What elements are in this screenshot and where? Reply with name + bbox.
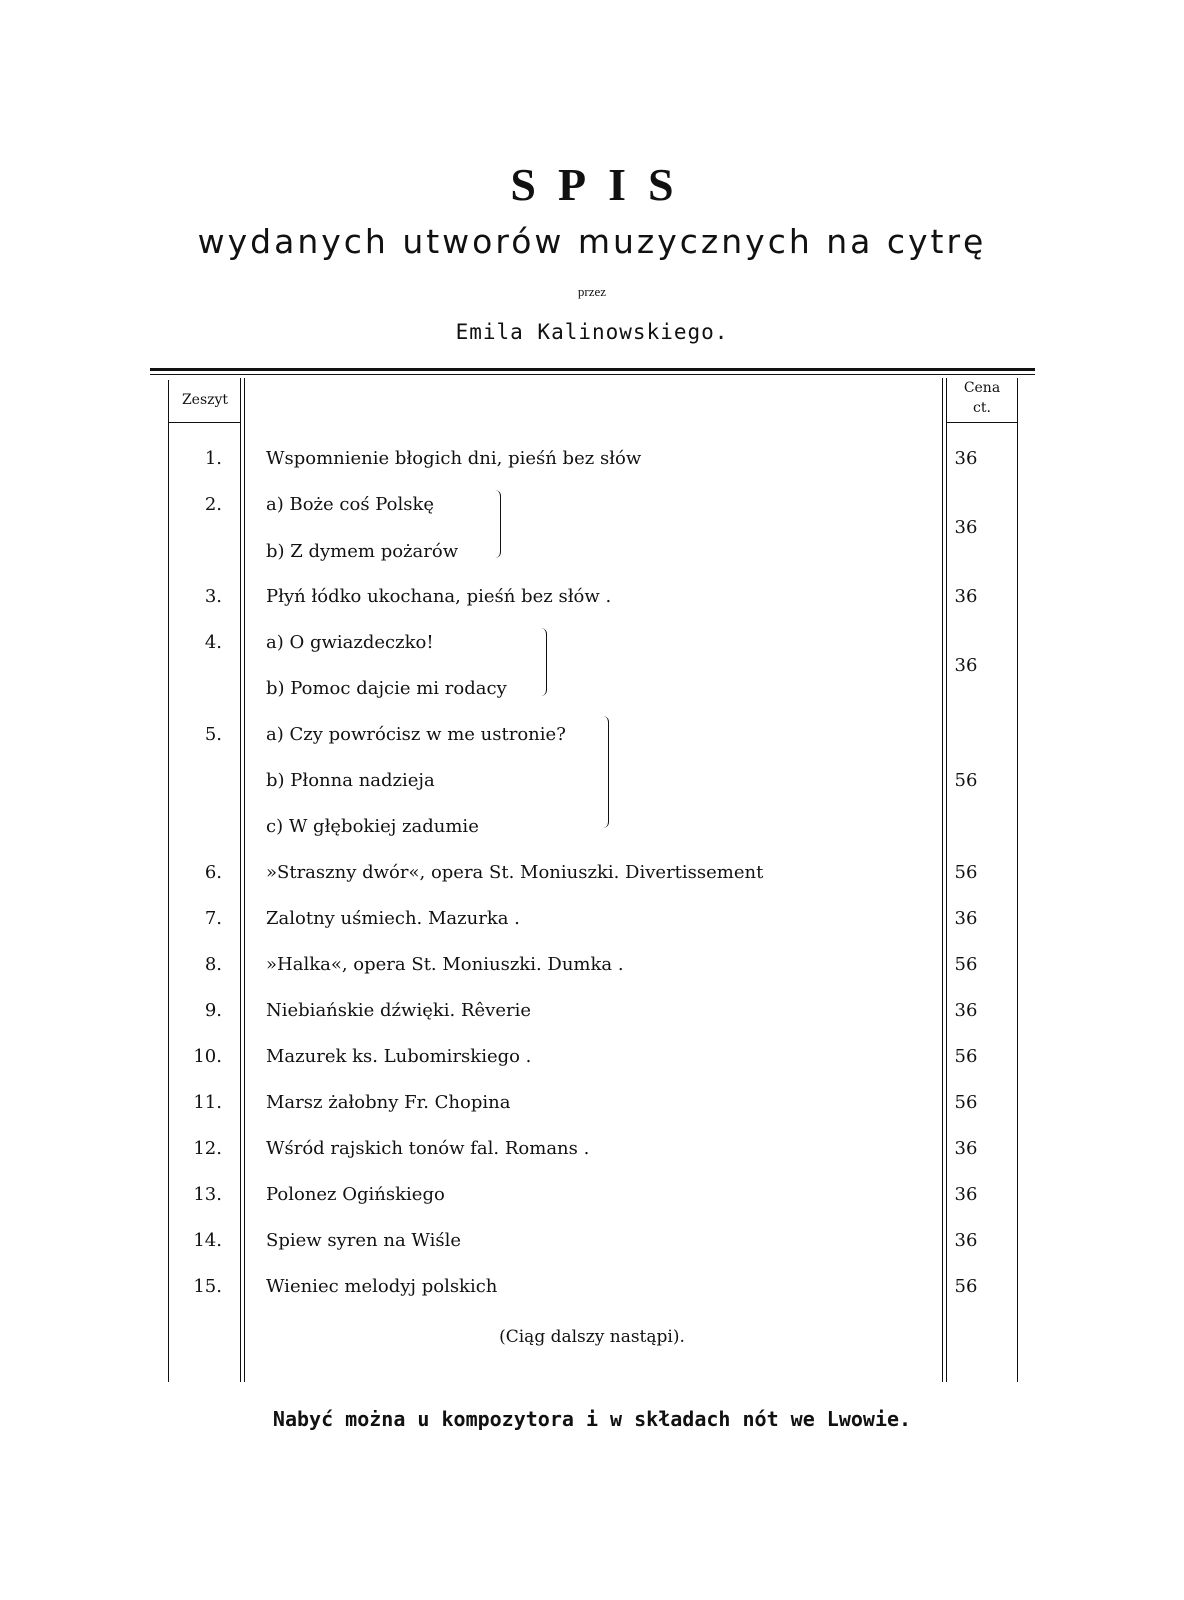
price: 56 — [954, 1092, 978, 1113]
price: 36 — [954, 1000, 978, 1021]
work-title: a) Boże coś Polskę — [266, 494, 435, 515]
table-row — [0, 1092, 1184, 1139]
work-title: Wspomnienie błogich dni, pieśń bez słów — [266, 448, 642, 469]
price: 36 — [954, 1230, 978, 1251]
work-title: Marsz żałobny Fr. Chopina — [266, 1092, 511, 1113]
grouping-brace — [490, 490, 501, 558]
header-bottom-rule — [168, 422, 240, 423]
issue-number: 9. — [204, 1000, 222, 1021]
issue-number: 8. — [204, 954, 222, 975]
column-header-price-line1: Cena — [963, 380, 1001, 396]
grouping-brace — [536, 628, 547, 696]
table-row — [0, 862, 1184, 909]
work-title: Mazurek ks. Lubomirskiego . — [266, 1046, 532, 1067]
work-title: Niebiańskie dźwięki. Rêverie — [266, 1000, 532, 1021]
work-title: b) Z dymem pożarów — [266, 541, 459, 562]
price: 36 — [954, 1138, 978, 1159]
work-title: a) O gwiazdeczko! — [266, 632, 434, 653]
work-title: »Straszny dwór«, opera St. Moniuszki. Divertissement — [266, 862, 764, 883]
work-title: Płyń łódko ukochana, pieśń bez słów . — [266, 586, 612, 607]
table-row — [0, 1046, 1184, 1093]
table-row — [0, 632, 1184, 699]
price: 56 — [954, 862, 978, 883]
table-row — [0, 586, 1184, 633]
table-row — [0, 1000, 1184, 1047]
table-row — [0, 494, 1184, 562]
page-subtitle: wydanych utworów muzycznych na cytrę — [197, 222, 987, 261]
author-name: Emila Kalinowskiego. — [455, 320, 729, 344]
table-row — [0, 1276, 1184, 1323]
work-title: Spiew syren na Wiśle — [266, 1230, 462, 1251]
price: 36 — [954, 586, 978, 607]
issue-number: 2. — [204, 494, 222, 515]
work-title: »Halka«, opera St. Moniuszki. Dumka . — [266, 954, 624, 975]
issue-number: 15. — [193, 1276, 222, 1297]
issue-number: 14. — [193, 1230, 222, 1251]
issue-number: 12. — [193, 1138, 222, 1159]
work-title: Wśród rajskich tonów fal. Romans . — [266, 1138, 590, 1159]
table-row — [0, 724, 1184, 837]
price: 56 — [954, 954, 978, 975]
grouping-brace — [598, 716, 609, 828]
price: 36 — [954, 908, 978, 929]
issue-number: 4. — [204, 632, 222, 653]
table-row — [0, 1184, 1184, 1231]
issue-number: 3. — [204, 586, 222, 607]
issue-number: 10. — [193, 1046, 222, 1067]
work-title: b) Płonna nadzieja — [266, 770, 435, 791]
work-title: c) W głębokiej zadumie — [266, 816, 479, 837]
issue-number: 11. — [193, 1092, 222, 1113]
page-title: SPIS — [510, 159, 696, 210]
price: 56 — [954, 1276, 978, 1297]
price: 36 — [954, 1184, 978, 1205]
work-title: a) Czy powrócisz w me ustronie? — [266, 724, 566, 745]
table-top-rule-thin — [150, 374, 1035, 375]
table-row — [0, 954, 1184, 1001]
footer-note: Nabyć można u kompozytora i w składach nót we Lwowie. — [272, 1407, 912, 1431]
work-title: Wieniec melodyj polskich — [266, 1276, 498, 1297]
issue-number: 5. — [204, 724, 222, 745]
table-row — [0, 1230, 1184, 1277]
table-row — [0, 1138, 1184, 1185]
table-top-rule-thick — [150, 368, 1035, 371]
column-header-price-line2: ct. — [973, 400, 991, 416]
issue-number: 7. — [204, 908, 222, 929]
issue-number: 13. — [193, 1184, 222, 1205]
table-row — [0, 448, 1184, 495]
price: 56 — [954, 1046, 978, 1067]
by-line: przez — [577, 284, 607, 299]
work-title: b) Pomoc dajcie mi rodacy — [266, 678, 507, 699]
table-row — [0, 908, 1184, 955]
work-title: Zalotny uśmiech. Mazurka . — [266, 908, 520, 929]
price: 56 — [954, 770, 978, 791]
header-bottom-rule-price — [946, 422, 1018, 423]
continuation-note: (Ciąg dalszy nastąpi). — [499, 1327, 685, 1347]
price: 36 — [954, 448, 978, 469]
price: 36 — [954, 517, 978, 538]
column-header-number: Zeszyt — [181, 392, 229, 408]
work-title: Polonez Ogińskiego — [266, 1184, 445, 1205]
issue-number: 6. — [204, 862, 222, 883]
price: 36 — [954, 655, 978, 676]
issue-number: 1. — [204, 448, 222, 469]
